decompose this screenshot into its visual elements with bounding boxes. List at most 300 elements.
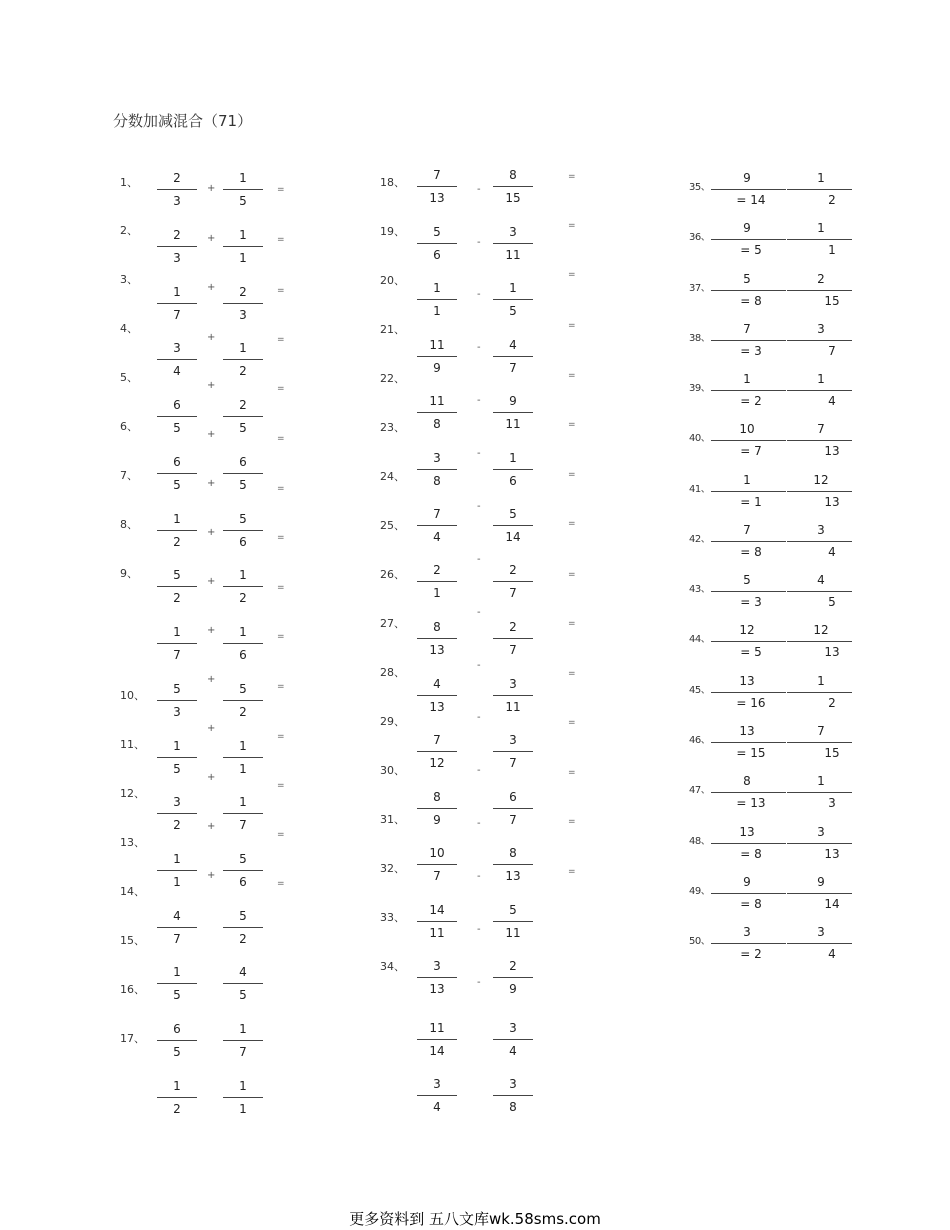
fraction-bar bbox=[711, 440, 786, 441]
problem-number: 10、 bbox=[120, 689, 145, 702]
fraction-numerator: 5 bbox=[743, 272, 751, 286]
fraction-bar bbox=[711, 641, 786, 642]
fraction-denominator: 5 bbox=[239, 988, 247, 1002]
equals-sign: = bbox=[568, 718, 576, 728]
fraction-numerator: 9 bbox=[743, 171, 751, 185]
fraction-numerator: 1 bbox=[817, 171, 825, 185]
fraction-denominator: = 7 bbox=[740, 444, 762, 458]
fraction-bar bbox=[711, 541, 786, 542]
fraction-bar bbox=[157, 586, 197, 587]
fraction-bar bbox=[417, 864, 457, 865]
fraction-denominator: = 5 bbox=[740, 243, 762, 257]
problem-number: 13、 bbox=[120, 836, 145, 849]
operator-sign: + bbox=[207, 625, 216, 636]
equals-sign: = bbox=[568, 221, 576, 231]
operator-sign: + bbox=[207, 429, 216, 440]
equals-sign: = bbox=[277, 781, 285, 791]
problem-number: 50、 bbox=[689, 936, 711, 947]
fraction-denominator: = 3 bbox=[740, 344, 762, 358]
problem-number: 46、 bbox=[689, 735, 711, 746]
fraction-numerator: 5 bbox=[433, 225, 441, 239]
fraction-numerator: 3 bbox=[509, 225, 517, 239]
fraction-bar bbox=[493, 695, 533, 696]
fraction-denominator: 7 bbox=[509, 756, 517, 770]
equals-sign: = bbox=[568, 519, 576, 529]
fraction-denominator: 6 bbox=[509, 474, 517, 488]
operator-sign: + bbox=[207, 723, 216, 734]
fraction-numerator: 5 bbox=[239, 512, 247, 526]
fraction-numerator: 3 bbox=[433, 959, 441, 973]
fraction-numerator: 7 bbox=[433, 168, 441, 182]
fraction-bar bbox=[157, 643, 197, 644]
operator-sign: - bbox=[477, 395, 481, 406]
fraction-denominator: 1 bbox=[239, 251, 247, 265]
fraction-numerator: 1 bbox=[817, 221, 825, 235]
fraction-bar bbox=[223, 189, 263, 190]
fraction-denominator: 6 bbox=[239, 875, 247, 889]
fraction-bar bbox=[711, 893, 786, 894]
fraction-denominator: 2 bbox=[173, 535, 181, 549]
fraction-bar bbox=[711, 189, 786, 190]
fraction-denominator: 2 bbox=[239, 364, 247, 378]
fraction-numerator: 5 bbox=[509, 507, 517, 521]
fraction-bar bbox=[223, 1040, 263, 1041]
operator-sign: + bbox=[207, 282, 216, 293]
fraction-bar bbox=[711, 290, 786, 291]
fraction-numerator: 1 bbox=[509, 451, 517, 465]
fraction-denominator: 13 bbox=[824, 444, 840, 458]
problem-number: 11、 bbox=[120, 738, 145, 751]
operator-sign: - bbox=[477, 712, 481, 723]
fraction-numerator: 8 bbox=[743, 774, 751, 788]
problem-number: 9、 bbox=[120, 567, 138, 580]
fraction-bar bbox=[223, 1097, 263, 1098]
fraction-bar bbox=[493, 808, 533, 809]
operator-sign: - bbox=[477, 871, 481, 882]
problem-number: 29、 bbox=[380, 715, 405, 728]
equals-sign: = bbox=[277, 286, 285, 296]
fraction-bar bbox=[223, 359, 263, 360]
fraction-denominator: = 1 bbox=[740, 495, 762, 509]
fraction-denominator: 3 bbox=[828, 796, 836, 810]
fraction-bar bbox=[223, 416, 263, 417]
operator-sign: - bbox=[477, 237, 481, 248]
fraction-bar bbox=[787, 440, 852, 441]
problem-number: 16、 bbox=[120, 983, 145, 996]
equals-sign: = bbox=[277, 533, 285, 543]
operator-sign: - bbox=[477, 501, 481, 512]
fraction-bar bbox=[711, 390, 786, 391]
fraction-numerator: 2 bbox=[509, 620, 517, 634]
fraction-bar bbox=[787, 340, 852, 341]
problem-number: 47、 bbox=[689, 785, 711, 796]
fraction-denominator: = 3 bbox=[740, 595, 762, 609]
fraction-bar bbox=[787, 692, 852, 693]
fraction-numerator: 9 bbox=[817, 875, 825, 889]
fraction-denominator: = 2 bbox=[740, 394, 762, 408]
fraction-bar bbox=[157, 983, 197, 984]
fraction-denominator: 2 bbox=[173, 591, 181, 605]
fraction-denominator: 7 bbox=[239, 1045, 247, 1059]
fraction-bar bbox=[711, 843, 786, 844]
operator-sign: - bbox=[477, 342, 481, 353]
fraction-denominator: 1 bbox=[828, 243, 836, 257]
fraction-bar bbox=[711, 591, 786, 592]
fraction-numerator: 5 bbox=[239, 852, 247, 866]
fraction-denominator: 15 bbox=[505, 191, 521, 205]
fraction-numerator: 1 bbox=[239, 625, 247, 639]
fraction-denominator: 8 bbox=[509, 1100, 517, 1114]
fraction-bar bbox=[493, 525, 533, 526]
fraction-denominator: 6 bbox=[433, 248, 441, 262]
problem-number: 24、 bbox=[380, 470, 405, 483]
fraction-bar bbox=[157, 1040, 197, 1041]
operator-sign: - bbox=[477, 448, 481, 459]
problem-number: 26、 bbox=[380, 568, 405, 581]
fraction-denominator: 1 bbox=[433, 304, 441, 318]
fraction-numerator: 1 bbox=[743, 372, 751, 386]
operator-sign: + bbox=[207, 674, 216, 685]
fraction-bar bbox=[493, 751, 533, 752]
fraction-bar bbox=[493, 921, 533, 922]
problem-number: 18、 bbox=[380, 176, 405, 189]
fraction-bar bbox=[711, 239, 786, 240]
problem-number: 17、 bbox=[120, 1032, 145, 1045]
fraction-denominator: 9 bbox=[509, 982, 517, 996]
fraction-numerator: 3 bbox=[817, 523, 825, 537]
fraction-numerator: 4 bbox=[433, 677, 441, 691]
problem-number: 22、 bbox=[380, 372, 405, 385]
fraction-denominator: 2 bbox=[828, 193, 836, 207]
equals-sign: = bbox=[277, 335, 285, 345]
fraction-denominator: 5 bbox=[173, 762, 181, 776]
fraction-denominator: = 8 bbox=[740, 897, 762, 911]
fraction-bar bbox=[157, 700, 197, 701]
operator-sign: + bbox=[207, 380, 216, 391]
fraction-denominator: 2 bbox=[239, 705, 247, 719]
fraction-denominator: 5 bbox=[509, 304, 517, 318]
fraction-bar bbox=[711, 692, 786, 693]
fraction-bar bbox=[787, 742, 852, 743]
operator-sign: + bbox=[207, 332, 216, 343]
fraction-bar bbox=[223, 586, 263, 587]
fraction-denominator: 13 bbox=[824, 847, 840, 861]
fraction-bar bbox=[787, 893, 852, 894]
fraction-bar bbox=[223, 473, 263, 474]
fraction-denominator: = 8 bbox=[740, 294, 762, 308]
fraction-numerator: 3 bbox=[509, 677, 517, 691]
fraction-bar bbox=[493, 356, 533, 357]
equals-sign: = bbox=[277, 879, 285, 889]
fraction-numerator: 3 bbox=[817, 925, 825, 939]
fraction-bar bbox=[417, 469, 457, 470]
fraction-denominator: 2 bbox=[239, 591, 247, 605]
fraction-numerator: 1 bbox=[817, 674, 825, 688]
fraction-denominator: 14 bbox=[505, 530, 521, 544]
fraction-numerator: 5 bbox=[239, 682, 247, 696]
fraction-bar bbox=[787, 290, 852, 291]
problem-number: 49、 bbox=[689, 886, 711, 897]
fraction-bar bbox=[787, 792, 852, 793]
fraction-denominator: 2 bbox=[239, 932, 247, 946]
equals-sign: = bbox=[568, 669, 576, 679]
fraction-numerator: 3 bbox=[433, 451, 441, 465]
problem-number: 1、 bbox=[120, 176, 138, 189]
fraction-denominator: 13 bbox=[824, 495, 840, 509]
problem-number: 42、 bbox=[689, 534, 711, 545]
problem-number: 45、 bbox=[689, 685, 711, 696]
fraction-denominator: 2 bbox=[173, 1102, 181, 1116]
fraction-denominator: 7 bbox=[239, 818, 247, 832]
equals-sign: = bbox=[277, 682, 285, 692]
fraction-bar bbox=[417, 751, 457, 752]
problem-number: 12、 bbox=[120, 787, 145, 800]
equals-sign: = bbox=[568, 172, 576, 182]
fraction-denominator: = 14 bbox=[736, 193, 766, 207]
problem-number: 28、 bbox=[380, 666, 405, 679]
equals-sign: = bbox=[277, 830, 285, 840]
fraction-bar bbox=[417, 356, 457, 357]
operator-sign: + bbox=[207, 183, 216, 194]
fraction-numerator: 3 bbox=[173, 795, 181, 809]
fraction-numerator: 4 bbox=[239, 965, 247, 979]
fraction-bar bbox=[493, 186, 533, 187]
equals-sign: = bbox=[568, 420, 576, 430]
problem-number: 39、 bbox=[689, 383, 711, 394]
fraction-denominator: = 8 bbox=[740, 847, 762, 861]
operator-sign: - bbox=[477, 765, 481, 776]
fraction-numerator: 3 bbox=[173, 341, 181, 355]
fraction-bar bbox=[493, 469, 533, 470]
fraction-bar bbox=[417, 1095, 457, 1096]
fraction-numerator: 13 bbox=[739, 825, 755, 839]
fraction-bar bbox=[787, 189, 852, 190]
fraction-denominator: 5 bbox=[173, 1045, 181, 1059]
fraction-denominator: 1 bbox=[433, 586, 441, 600]
fraction-denominator: 1 bbox=[239, 1102, 247, 1116]
fraction-denominator: 4 bbox=[173, 364, 181, 378]
operator-sign: + bbox=[207, 527, 216, 538]
fraction-numerator: 7 bbox=[433, 733, 441, 747]
fraction-numerator: 7 bbox=[433, 507, 441, 521]
fraction-denominator: 4 bbox=[828, 545, 836, 559]
problem-number: 31、 bbox=[380, 813, 405, 826]
equals-sign: = bbox=[568, 768, 576, 778]
fraction-numerator: 1 bbox=[239, 1079, 247, 1093]
equals-sign: = bbox=[568, 321, 576, 331]
fraction-numerator: 3 bbox=[509, 1021, 517, 1035]
fraction-bar bbox=[157, 757, 197, 758]
fraction-numerator: 6 bbox=[173, 455, 181, 469]
equals-sign: = bbox=[568, 470, 576, 480]
fraction-numerator: 12 bbox=[813, 623, 829, 637]
operator-sign: - bbox=[477, 924, 481, 935]
fraction-bar bbox=[417, 921, 457, 922]
fraction-numerator: 12 bbox=[813, 473, 829, 487]
fraction-bar bbox=[223, 700, 263, 701]
problem-number: 8、 bbox=[120, 518, 138, 531]
fraction-denominator: 4 bbox=[433, 530, 441, 544]
fraction-numerator: 12 bbox=[739, 623, 755, 637]
fraction-bar bbox=[711, 742, 786, 743]
fraction-denominator: 4 bbox=[433, 1100, 441, 1114]
fraction-numerator: 1 bbox=[743, 473, 751, 487]
fraction-bar bbox=[417, 581, 457, 582]
fraction-numerator: 1 bbox=[817, 372, 825, 386]
fraction-bar bbox=[787, 641, 852, 642]
fraction-bar bbox=[223, 643, 263, 644]
fraction-numerator: 1 bbox=[173, 625, 181, 639]
fraction-bar bbox=[417, 808, 457, 809]
fraction-numerator: 9 bbox=[509, 394, 517, 408]
operator-sign: + bbox=[207, 576, 216, 587]
fraction-bar bbox=[223, 246, 263, 247]
fraction-bar bbox=[157, 189, 197, 190]
fraction-bar bbox=[711, 340, 786, 341]
operator-sign: + bbox=[207, 870, 216, 881]
fraction-numerator: 1 bbox=[433, 281, 441, 295]
fraction-numerator: 14 bbox=[429, 903, 445, 917]
problem-number: 35、 bbox=[689, 182, 711, 193]
problem-number: 2、 bbox=[120, 224, 138, 237]
equals-sign: = bbox=[277, 732, 285, 742]
fraction-denominator: = 15 bbox=[736, 746, 766, 760]
problem-number: 27、 bbox=[380, 617, 405, 630]
problem-number: 36、 bbox=[689, 232, 711, 243]
problem-number: 40、 bbox=[689, 433, 711, 444]
fraction-bar bbox=[711, 792, 786, 793]
fraction-denominator: 15 bbox=[824, 746, 840, 760]
fraction-bar bbox=[223, 983, 263, 984]
fraction-denominator: 4 bbox=[828, 394, 836, 408]
operator-sign: + bbox=[207, 821, 216, 832]
fraction-bar bbox=[157, 303, 197, 304]
fraction-bar bbox=[223, 813, 263, 814]
problem-number: 7、 bbox=[120, 469, 138, 482]
fraction-bar bbox=[417, 412, 457, 413]
fraction-denominator: 2 bbox=[828, 696, 836, 710]
fraction-denominator: 7 bbox=[173, 648, 181, 662]
fraction-denominator: 11 bbox=[505, 417, 521, 431]
fraction-bar bbox=[787, 943, 852, 944]
problem-number: 19、 bbox=[380, 225, 405, 238]
fraction-denominator: 5 bbox=[828, 595, 836, 609]
footer-watermark: 更多资料到 五八文库wk.58sms.com bbox=[349, 1210, 601, 1228]
fraction-numerator: 5 bbox=[173, 568, 181, 582]
fraction-denominator: 12 bbox=[429, 756, 445, 770]
fraction-denominator: 5 bbox=[239, 194, 247, 208]
fraction-denominator: 5 bbox=[239, 421, 247, 435]
fraction-numerator: 1 bbox=[239, 228, 247, 242]
fraction-denominator: 7 bbox=[173, 308, 181, 322]
fraction-numerator: 1 bbox=[173, 965, 181, 979]
problem-number: 32、 bbox=[380, 862, 405, 875]
fraction-bar bbox=[493, 1095, 533, 1096]
fraction-bar bbox=[787, 843, 852, 844]
fraction-numerator: 3 bbox=[817, 825, 825, 839]
problem-number: 38、 bbox=[689, 333, 711, 344]
fraction-numerator: 8 bbox=[433, 620, 441, 634]
fraction-bar bbox=[223, 303, 263, 304]
fraction-numerator: 7 bbox=[817, 724, 825, 738]
fraction-bar bbox=[157, 870, 197, 871]
operator-sign: - bbox=[477, 660, 481, 671]
problem-number: 20、 bbox=[380, 274, 405, 287]
fraction-numerator: 8 bbox=[509, 846, 517, 860]
equals-sign: = bbox=[568, 867, 576, 877]
fraction-bar bbox=[157, 927, 197, 928]
fraction-denominator: 5 bbox=[173, 988, 181, 1002]
fraction-denominator: 11 bbox=[505, 248, 521, 262]
equals-sign: = bbox=[568, 619, 576, 629]
fraction-denominator: = 2 bbox=[740, 947, 762, 961]
fraction-denominator: 7 bbox=[173, 932, 181, 946]
fraction-denominator: 3 bbox=[173, 251, 181, 265]
fraction-numerator: 6 bbox=[509, 790, 517, 804]
fraction-bar bbox=[787, 591, 852, 592]
fraction-numerator: 13 bbox=[739, 724, 755, 738]
fraction-numerator: 5 bbox=[173, 682, 181, 696]
operator-sign: + bbox=[207, 233, 216, 244]
equals-sign: = bbox=[568, 817, 576, 827]
fraction-bar bbox=[493, 864, 533, 865]
fraction-denominator: 13 bbox=[824, 645, 840, 659]
fraction-denominator: 2 bbox=[173, 818, 181, 832]
problem-number: 23、 bbox=[380, 421, 405, 434]
fraction-numerator: 2 bbox=[433, 563, 441, 577]
fraction-denominator: 6 bbox=[239, 535, 247, 549]
fraction-numerator: 1 bbox=[239, 739, 247, 753]
fraction-numerator: 9 bbox=[743, 875, 751, 889]
fraction-numerator: 1 bbox=[173, 285, 181, 299]
fraction-numerator: 1 bbox=[239, 341, 247, 355]
fraction-denominator: 13 bbox=[429, 700, 445, 714]
fraction-numerator: 9 bbox=[743, 221, 751, 235]
fraction-denominator: 4 bbox=[828, 947, 836, 961]
fraction-denominator: 9 bbox=[433, 361, 441, 375]
fraction-bar bbox=[493, 581, 533, 582]
fraction-bar bbox=[417, 525, 457, 526]
fraction-bar bbox=[157, 1097, 197, 1098]
fraction-denominator: 13 bbox=[429, 643, 445, 657]
fraction-bar bbox=[417, 186, 457, 187]
fraction-denominator: 5 bbox=[173, 421, 181, 435]
fraction-bar bbox=[417, 243, 457, 244]
fraction-bar bbox=[157, 473, 197, 474]
fraction-bar bbox=[223, 757, 263, 758]
problem-number: 4、 bbox=[120, 322, 138, 335]
fraction-numerator: 8 bbox=[433, 790, 441, 804]
fraction-numerator: 7 bbox=[743, 322, 751, 336]
fraction-denominator: 15 bbox=[824, 294, 840, 308]
fraction-bar bbox=[787, 239, 852, 240]
fraction-denominator: 7 bbox=[509, 813, 517, 827]
problem-number: 33、 bbox=[380, 911, 405, 924]
fraction-denominator: 3 bbox=[173, 705, 181, 719]
fraction-bar bbox=[157, 246, 197, 247]
fraction-denominator: 13 bbox=[429, 982, 445, 996]
fraction-denominator: 7 bbox=[433, 869, 441, 883]
fraction-denominator: 13 bbox=[505, 869, 521, 883]
fraction-bar bbox=[417, 695, 457, 696]
fraction-numerator: 5 bbox=[509, 903, 517, 917]
fraction-denominator: 7 bbox=[828, 344, 836, 358]
fraction-numerator: 4 bbox=[509, 338, 517, 352]
fraction-numerator: 6 bbox=[239, 455, 247, 469]
fraction-numerator: 10 bbox=[429, 846, 445, 860]
fraction-numerator: 1 bbox=[239, 568, 247, 582]
operator-sign: - bbox=[477, 554, 481, 565]
